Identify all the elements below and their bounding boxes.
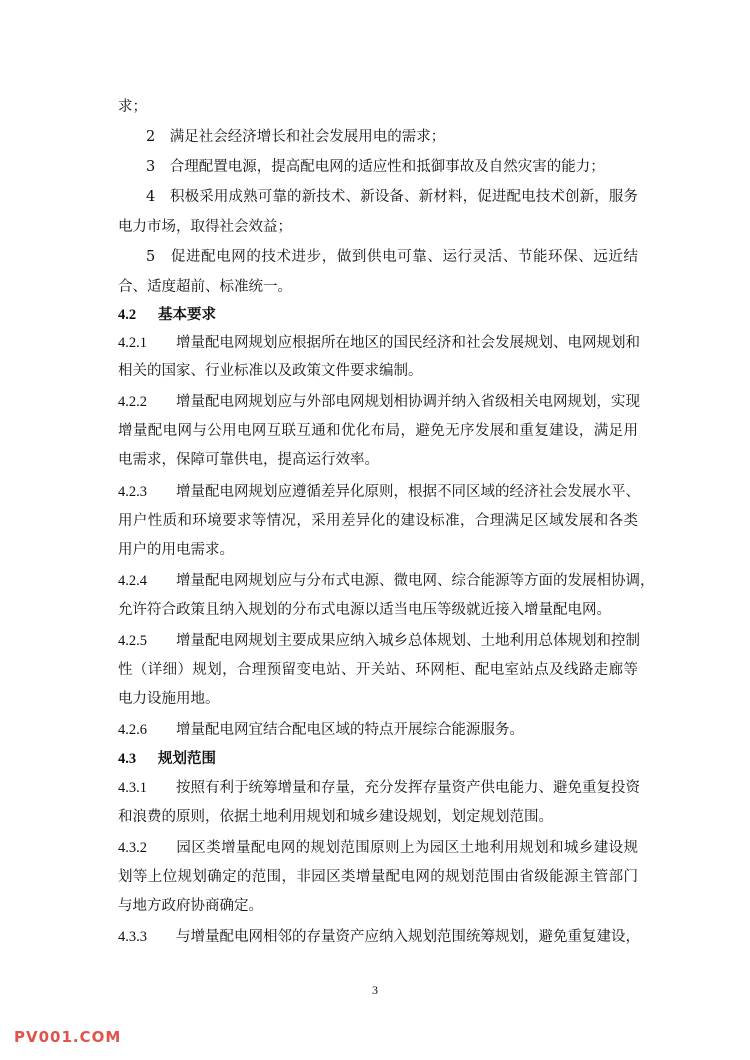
clause-number: 4.3.3 [118,929,147,945]
clause-4-2-6 [118,719,638,741]
clause-number: 4.3.2 [118,840,147,856]
clause-text: 增量配电网规划主要成果应纳入城乡总体规划、土地利用总体规划和控制 [176,633,640,649]
text-line: 电力设施用地。 [118,691,220,707]
page-number: 3 [372,983,378,997]
watermark-text: PV001.COM [14,1028,122,1046]
clause-number: 4.2.6 [118,722,147,738]
clause-4-2-2 [118,391,638,413]
text-line: 划等上位规划确定的范围，非园区类增量配电网的规划范围由省级能源主管部门 [118,869,638,885]
clause-number: 4.3.1 [118,780,147,796]
text-line: 相关的国家、行业标准以及政策文件要求编制。 [118,363,423,379]
text-line: 电力市场，取得社会效益； [118,219,292,235]
clause-4-3-3 [118,926,638,948]
text-line: 与地方政府协商确定。 [118,898,263,914]
clause-4-2-1 [118,332,638,354]
text-line: 合、适度超前、标准统一。 [118,279,292,295]
clause-number: 4.2.2 [118,394,147,410]
text-line: 性（详细）规划，合理预留变电站、开关站、环网柜、配电室站点及线路走廊等 [118,662,638,678]
clause-text: 增量配电网规划应与外部电网规划相协调并纳入省级相关电网规划，实现 [176,394,640,410]
text-line: 电需求，保障可靠供电，提高运行效率。 [118,452,379,468]
list-item-4: 4 积极采用成熟可靠的新技术、新设备、新材料，促进配电技术创新，服务 [146,189,638,205]
clause-text: 增量配电网宜结合配电区域的特点开展综合能源服务。 [176,722,524,738]
section-title: 规划范围 [158,751,216,767]
clause-4-2-3 [118,481,638,503]
text-line: 用户的用电需求。 [118,542,234,558]
text-line: 用户性质和环境要求等情况，采用差异化的建设标准，合理满足区域发展和各类 [118,513,638,529]
text-line: 允许符合政策且纳入规划的分布式电源以适当电压等级就近接入增量配电网。 [118,602,611,618]
section-title: 基本要求 [158,307,216,323]
list-item-3: 3 合理配置电源，提高配电网的适应性和抵御事故及自然灾害的能力； [146,159,605,175]
clause-text: 与增量配电网相邻的存量资产应纳入规划范围统筹规划，避免重复建设， [176,929,640,945]
clause-text: 增量配电网规划应遵循差异化原则，根据不同区域的经济社会发展水平、 [176,484,640,500]
clause-4-3-2 [118,837,638,859]
clause-number: 4.2.4 [118,573,147,589]
clause-4-2-4 [118,570,655,592]
clause-number: 4.2.3 [118,484,147,500]
text-line: 求； [118,99,147,115]
clause-text: 增量配电网规划应根据所在地区的国民经济和社会发展规划、电网规划和 [176,335,640,351]
section-number: 4.3 [118,751,137,767]
clause-text: 按照有利于统筹增量和存量，充分发挥存量资产供电能力、避免重复投资 [176,780,640,796]
section-heading-4-2 [118,304,216,326]
clause-number: 4.2.5 [118,633,147,649]
list-item-5: 5 促进配电网的技术进步，做到供电可靠、运行灵活、节能环保、远近结 [146,249,638,265]
clause-text: 园区类增量配电网的规划范围原则上为园区土地利用规划和城乡建设规 [176,840,638,856]
text-line: 增量配电网与公用电网互联互通和优化布局，避免无序发展和重复建设，满足用 [118,423,638,439]
list-item-2: 2 满足社会经济增长和社会发展用电的需求； [146,129,446,145]
clause-4-2-5 [118,630,638,652]
section-number: 4.2 [118,307,137,323]
section-heading-4-3 [118,748,216,770]
clause-number: 4.2.1 [118,335,147,351]
clause-4-3-1 [118,777,638,799]
text-line: 和浪费的原则，依据土地利用规划和城乡建设规划，划定规划范围。 [118,809,553,825]
clause-text: 增量配电网规划应与分布式电源、微电网、综合能源等方面的发展相协调， [176,573,655,589]
